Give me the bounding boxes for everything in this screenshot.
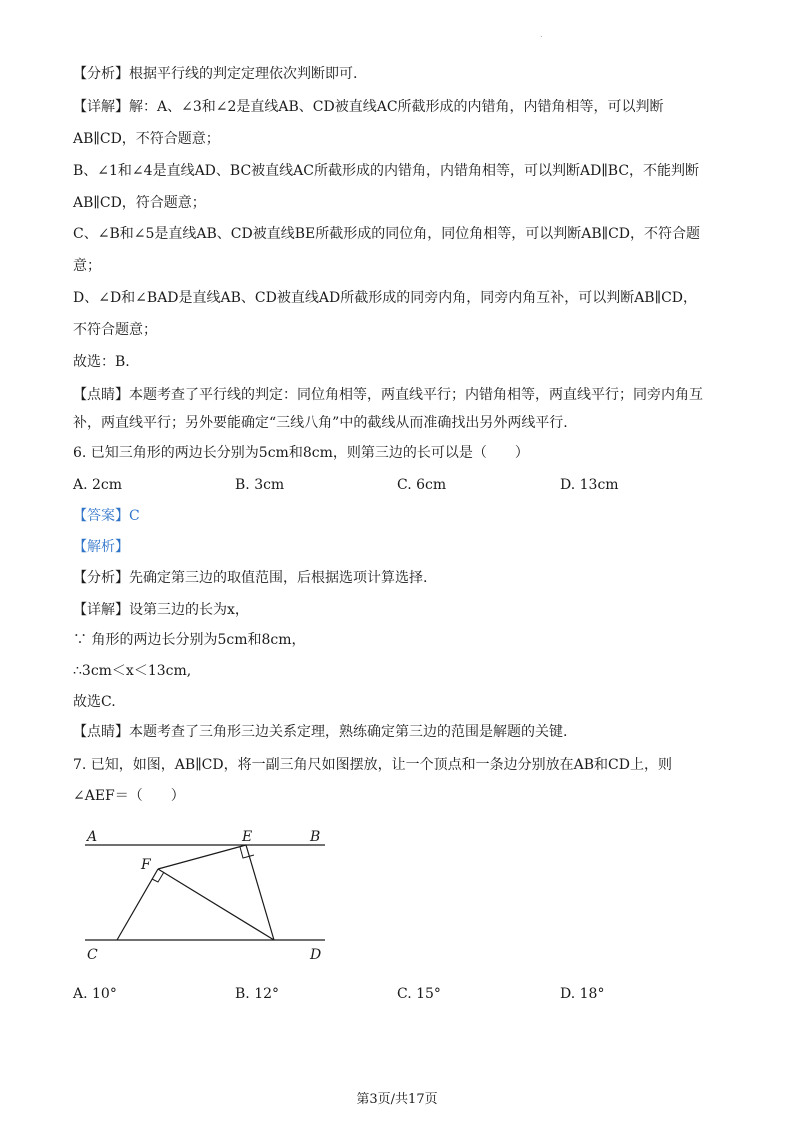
q6-comment: 【点睛】本题考查了三角形三边关系定理，熟练确定第三边的范围是解题的关键. <box>73 724 568 740</box>
q6-option-d: D. 13cm <box>560 477 619 493</box>
detail-line: AB∥CD，不符合题意； <box>73 131 220 147</box>
q6-detail: ∵ 角形的两边长分别为5cm和8cm， <box>73 632 306 648</box>
q7-option-c: C. 15° <box>397 986 441 1002</box>
label-e: E <box>242 829 253 845</box>
label-c: C <box>87 947 98 963</box>
answer-label: 【答案】C <box>73 508 140 524</box>
q6-option-a: A. 2cm <box>73 477 123 493</box>
detail-line: 不符合题意； <box>73 322 157 338</box>
q6-choice: 故选C. <box>73 694 116 710</box>
choice-line: 故选：B. <box>73 354 130 370</box>
detail-line: 【详解】解：A、∠3和∠2是直线AB、CD被直线AC所截形成的内错角，内错角相等，可以判断 <box>73 99 664 115</box>
analysis-line: 【分析】根据平行线的判定定理依次判断即可. <box>73 66 358 82</box>
comment-line: 【点睛】本题考查了平行线的判定：同位角相等，两直线平行；内错角相等，两直线平行；同旁内角互 <box>73 387 703 403</box>
detail-line: B、∠1和∠4是直线AD、BC被直线AC所截形成的内错角，内错角相等，可以判断AD∥BC，不能判断 <box>73 163 700 179</box>
q6-detail: 【详解】设第三边的长为x， <box>73 602 249 618</box>
q6-answer <box>73 506 140 526</box>
q6-analysis: 【分析】先确定第三边的取值范围，后根据选项计算选择. <box>73 570 428 586</box>
q7-option-d: D. 18° <box>560 986 605 1002</box>
segment-fc <box>117 869 158 940</box>
detail-line: C、∠B和∠5是直线AB、CD被直线BE所截形成的同位角，同位角相等，可以判断AB∥CD，不符合题 <box>73 226 701 242</box>
question-6-stem: 6. 已知三角形的两边长分别为5cm和8cm，则第三边的长可以是（ ） <box>73 445 529 461</box>
comment-line: 补，两直线平行；另外要能确定“三线八角”中的截线从而准确找出另外两线平行. <box>73 415 568 431</box>
label-d: D <box>310 947 322 963</box>
label-a: A <box>87 829 98 845</box>
detail-line: AB∥CD，符合题意； <box>73 195 206 211</box>
q7-option-b: B. 12° <box>235 986 280 1002</box>
label-b: B <box>310 829 321 845</box>
segment-fe <box>158 845 246 869</box>
q6-detail: ∴3cm＜x＜13cm, <box>73 663 192 679</box>
question-7-stem-cont: ∠AEF＝（ ） <box>73 788 185 804</box>
geometry-figure <box>70 820 340 970</box>
q6-option-b: B. 3cm <box>235 477 285 493</box>
label-f: F <box>141 857 151 873</box>
detail-line: 意； <box>73 258 101 274</box>
top-mark: . <box>540 30 543 39</box>
q6-option-c: C. 6cm <box>397 477 447 493</box>
detail-line: D、∠D和∠BAD是直线AB、CD被直线AD所截形成的同旁内角，同旁内角互补，可以判断AB∥CD， <box>73 290 698 306</box>
question-7-stem: 7. 已知，如图，AB∥CD，将一副三角尺如图摆放，让一个顶点和一条边分别放在AB和CD上，则 <box>73 757 672 773</box>
q6-jiexi-label: 【解析】 <box>73 539 129 555</box>
page-footer: 第3页/共17页 <box>356 1092 438 1107</box>
q7-option-a: A. 10° <box>73 986 117 1002</box>
